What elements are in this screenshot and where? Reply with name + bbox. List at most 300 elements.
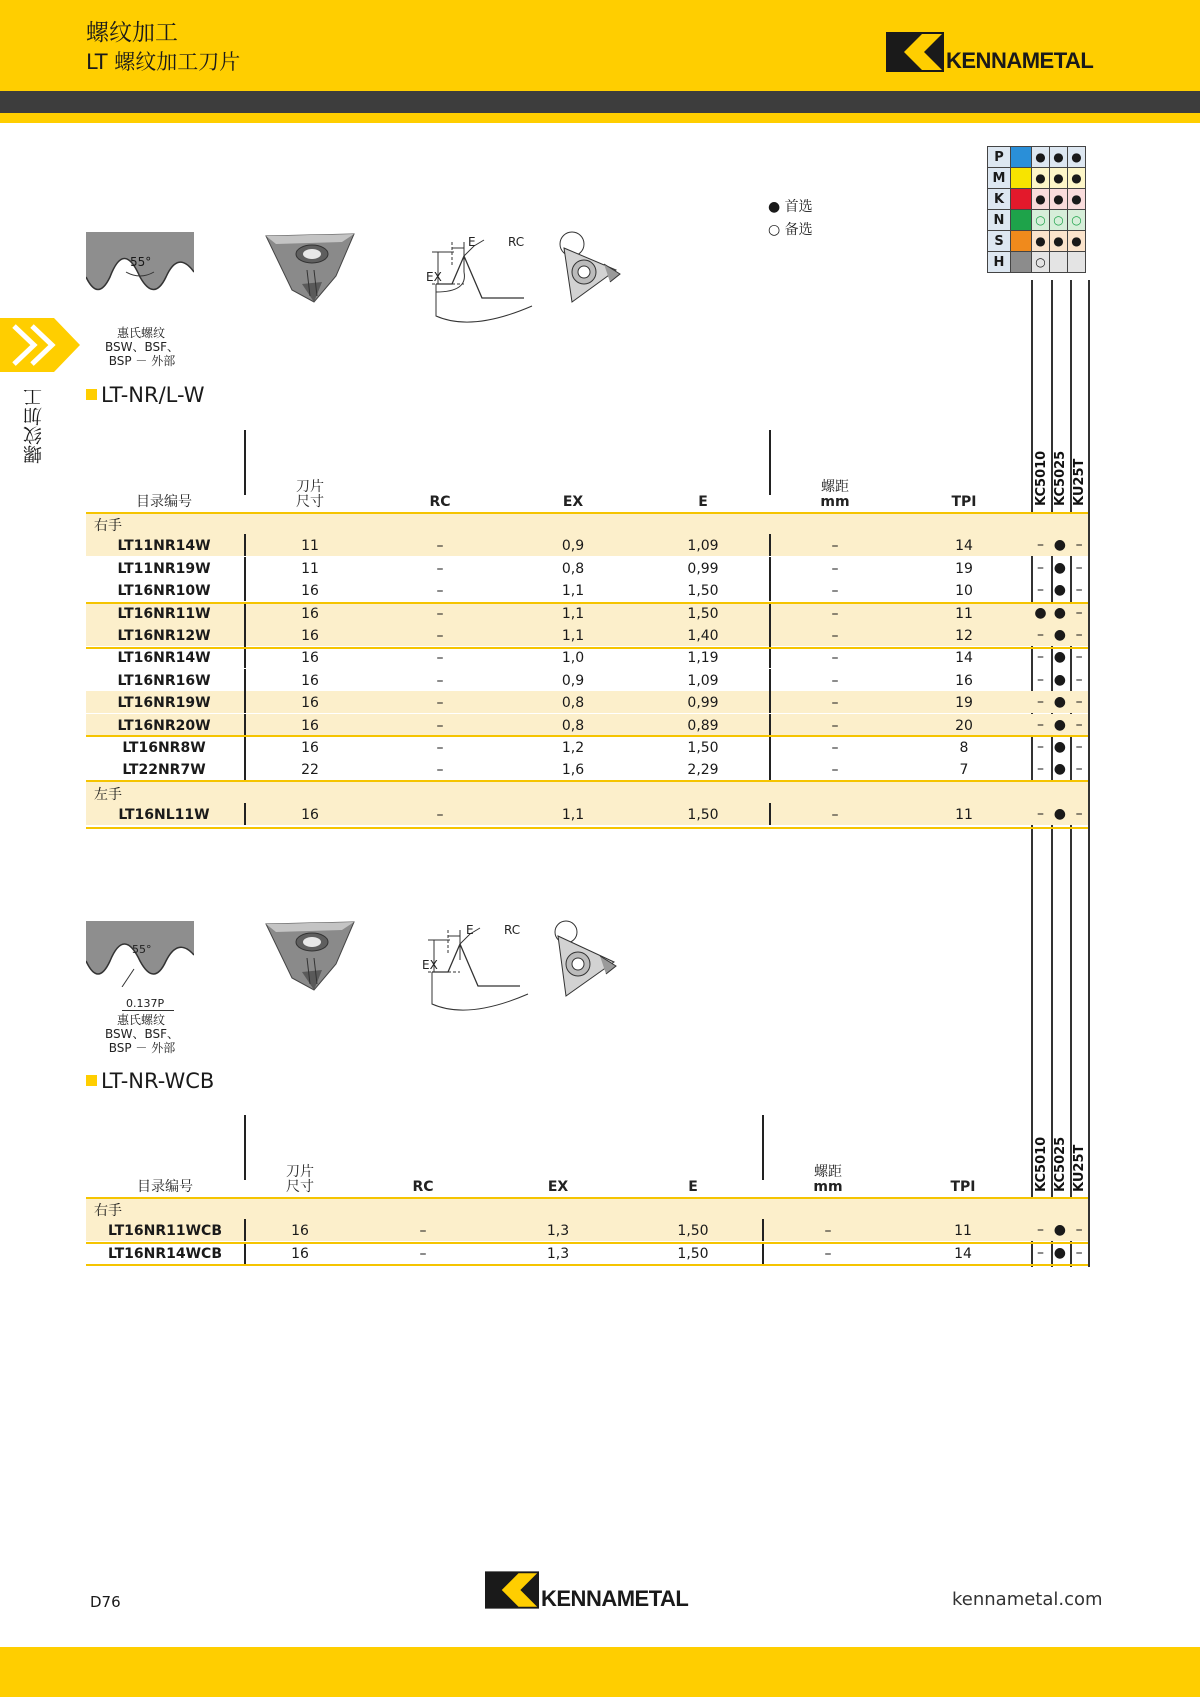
col-header-rc: RC: [412, 1179, 434, 1195]
col-header-size: 尺寸: [296, 494, 324, 510]
insert-size: 16: [301, 672, 319, 689]
ex-value: 1,3: [546, 1245, 570, 1262]
catalog-number: LT16NR12W: [117, 628, 211, 644]
insert-size: 16: [301, 740, 319, 756]
grade-availability: –: [1037, 649, 1044, 666]
grade-availability: –: [1037, 739, 1044, 755]
table-row: [86, 803, 1088, 825]
material-row: [988, 147, 1086, 168]
row-separator: [86, 512, 1088, 514]
insert-size: 11: [301, 560, 319, 577]
alternate-dot-icon: ○: [768, 222, 781, 238]
material-letter: K: [988, 189, 1011, 210]
grade-availability: –: [1037, 694, 1044, 711]
grade-availability: –: [1075, 1244, 1083, 1261]
e-value: 0,89: [687, 717, 719, 734]
col-header-size: 尺寸: [286, 1179, 314, 1195]
material-grade-mark: ○: [1032, 210, 1050, 231]
material-letter: H: [988, 252, 1011, 273]
material-color-swatch: [1011, 252, 1032, 273]
col-header-size: 刀片: [286, 1164, 314, 1180]
material-grade-mark: ●: [1032, 147, 1050, 168]
ex-value: 0,8: [561, 560, 585, 577]
tpi-value: 14: [954, 1245, 972, 1262]
header-divider: [0, 91, 1200, 113]
grade-availability: –: [1037, 582, 1044, 599]
rc-value: –: [436, 560, 444, 577]
grade-availability: ●: [1053, 582, 1066, 599]
col-header-catalog: 目录编号: [137, 1179, 193, 1195]
tpi-value: 10: [955, 583, 973, 600]
ex-value: 1,2: [561, 740, 585, 756]
material-color-swatch: [1011, 168, 1032, 189]
kennametal-logo-icon: [485, 1571, 539, 1609]
tpi-value: 11: [955, 605, 973, 622]
ex-value: 0,8: [561, 695, 585, 712]
header-divider: [762, 1115, 764, 1180]
material-grade-mark: ○: [1068, 210, 1086, 231]
grade-availability: –: [1075, 1222, 1083, 1239]
row-divider: [769, 624, 771, 646]
catalog-number: LT22NR7W: [122, 762, 206, 779]
material-grade-mark: ○: [1032, 252, 1050, 273]
material-grade-mark: ●: [1032, 168, 1050, 189]
material-color-swatch: [1011, 189, 1032, 210]
e-dim-label: E: [468, 235, 476, 249]
tpi-value: 7: [959, 762, 969, 779]
col-header-pitch: mm: [813, 1179, 843, 1195]
col-header-catalog: 目录编号: [136, 494, 192, 510]
material-grade-mark: ●: [1050, 231, 1068, 252]
col-header-pitch: mm: [820, 494, 850, 510]
table-row: [86, 691, 1088, 713]
catalog-number: LT16NR20W: [117, 717, 211, 734]
pitch-value: –: [831, 628, 839, 644]
grade-availability: –: [1037, 761, 1044, 778]
rc-value: –: [436, 628, 444, 644]
material-color-swatch: [1011, 210, 1032, 231]
e-value: 1,09: [687, 672, 719, 689]
col-header-ex: EX: [562, 494, 584, 510]
group-label: 右手: [94, 1203, 122, 1219]
insert-size: 16: [301, 695, 319, 712]
e-value: 1,50: [677, 1223, 709, 1240]
grade-availability: ●: [1053, 1222, 1066, 1239]
material-group-table: [987, 146, 1086, 273]
row-separator: [86, 780, 1088, 782]
tpi-value: 14: [955, 538, 973, 555]
rc-value: –: [436, 538, 444, 555]
catalog-number: LT11NR19W: [117, 560, 211, 577]
e-value: 0,99: [687, 695, 719, 712]
header-divider: [244, 430, 246, 495]
tpi-value: 8: [959, 740, 969, 756]
row-divider: [769, 758, 771, 780]
catalog-number: LT11NR14W: [117, 538, 211, 555]
col-header-e: E: [688, 1179, 698, 1195]
material-letter: M: [988, 168, 1011, 189]
material-row: [988, 189, 1086, 210]
grade-availability: –: [1075, 739, 1083, 755]
ex-dim-label: EX: [422, 958, 438, 972]
table-row: [86, 646, 1088, 668]
legend-alternate: ○ 备选: [768, 222, 813, 238]
row-divider: [244, 646, 246, 668]
e-value: 1,40: [687, 628, 719, 644]
table-row: [86, 758, 1088, 780]
grade-availability: –: [1075, 761, 1083, 778]
grade-column-line: [1088, 280, 1090, 1267]
pitch-value: –: [831, 672, 839, 689]
ex-value: 1,1: [561, 807, 585, 824]
material-grade-mark: ●: [1068, 231, 1086, 252]
ex-value: 1,1: [561, 628, 585, 644]
grade-label: KC5025: [1053, 1136, 1068, 1192]
rc-value: –: [436, 740, 444, 756]
grade-availability: –: [1037, 1244, 1044, 1261]
tpi-value: 19: [955, 695, 973, 712]
rc-value: –: [436, 807, 444, 824]
row-divider: [769, 534, 771, 556]
grade-availability: –: [1037, 1222, 1044, 1239]
grade-availability: –: [1075, 604, 1083, 621]
catalog-number: LT16NR11W: [117, 605, 211, 622]
thread-name: 惠氏螺纹: [116, 1013, 165, 1027]
header-stripe: [0, 113, 1200, 123]
section2-title: LT-NR-WCB: [86, 1069, 214, 1093]
tpi-value: 14: [955, 650, 973, 667]
row-divider: [244, 691, 246, 713]
row-divider: [244, 669, 246, 691]
row-divider: [762, 1242, 764, 1264]
col-header-tpi: TPI: [950, 1179, 976, 1195]
section-chevron-icon: [0, 318, 82, 372]
row-divider: [244, 1219, 246, 1241]
grade-availability: ●: [1053, 559, 1066, 576]
e-value: 2,29: [687, 762, 719, 779]
title-square-icon: [86, 389, 97, 400]
grade-availability: ●: [1053, 716, 1066, 733]
rc-value: –: [436, 717, 444, 734]
insert-size: 11: [301, 538, 319, 555]
grade-availability: –: [1037, 716, 1044, 733]
pitch-value: –: [831, 605, 839, 622]
rc-value: –: [436, 605, 444, 622]
row-divider: [769, 579, 771, 601]
catalog-number: LT16NR8W: [122, 740, 206, 756]
grade-availability: –: [1075, 649, 1083, 666]
material-grade-mark: ●: [1068, 189, 1086, 210]
insert-size: 16: [301, 628, 319, 644]
catalog-number: LT16NR11WCB: [107, 1223, 222, 1240]
grade-availability: –: [1075, 627, 1083, 643]
grade-label: KC5025: [1053, 450, 1068, 506]
e-value: 1,19: [687, 650, 719, 667]
grade-label: KU25T: [1072, 458, 1087, 506]
thread-ext: BSP － 外部: [108, 354, 176, 368]
grade-availability: ●: [1053, 739, 1066, 755]
grade-availability: ●: [1053, 627, 1066, 643]
pitch-value: –: [831, 807, 839, 824]
catalog-number: LT16NR14WCB: [107, 1245, 222, 1262]
rc-value: –: [436, 762, 444, 779]
insert-size: 16: [291, 1223, 309, 1240]
side-section-label: 螺纹加工: [23, 388, 45, 464]
ex-value: 1,1: [561, 583, 585, 600]
grade-label: KC5010: [1034, 450, 1049, 506]
table-row: [86, 1242, 1088, 1264]
insert-image-icon: [262, 918, 358, 992]
row-separator: [86, 1242, 1088, 1244]
tpi-value: 11: [954, 1223, 972, 1240]
ex-value: 1,3: [546, 1223, 570, 1240]
catalog-number: LT16NR19W: [117, 695, 211, 712]
table-row: [86, 736, 1088, 758]
table-row: [86, 602, 1088, 624]
page-subtitle: LT 螺纹加工刀片: [86, 50, 241, 74]
material-grade-mark: ●: [1032, 231, 1050, 252]
insert-size: 16: [301, 650, 319, 667]
e-value: 1,50: [687, 605, 719, 622]
grade-availability: –: [1075, 559, 1083, 576]
material-grade-mark: ●: [1050, 147, 1068, 168]
ex-value: 1,1: [561, 605, 585, 622]
table-row: [86, 624, 1088, 646]
group-label: 左手: [94, 786, 122, 803]
grade-availability: –: [1075, 716, 1083, 733]
grade-availability: ●: [1053, 761, 1066, 778]
group-row: [86, 781, 1088, 803]
header-brand: KENNAMETAL: [946, 48, 1094, 73]
col-header-ex: EX: [547, 1179, 569, 1195]
thread-std: BSW、BSF、: [104, 340, 180, 354]
col-header-tpi: TPI: [951, 494, 977, 510]
grade-availability: –: [1075, 671, 1083, 688]
thread-ext: BSP － 外部: [108, 1041, 176, 1055]
thread-std: BSW、BSF、: [104, 1027, 180, 1041]
page-number: D76: [90, 1593, 121, 1611]
row-divider: [769, 803, 771, 825]
catalog-number: LT16NR14W: [117, 650, 211, 667]
table-row: [86, 1219, 1088, 1241]
pitch-value: –: [831, 717, 839, 734]
footer-url[interactable]: kennametal.com: [952, 1589, 1103, 1610]
row-divider: [244, 557, 246, 579]
grade-availability: ●: [1053, 694, 1066, 711]
page-title: 螺纹加工: [86, 20, 178, 46]
group-label: 右手: [94, 518, 122, 534]
material-color-swatch: [1011, 231, 1032, 252]
material-grade-mark: ●: [1068, 168, 1086, 189]
rc-value: –: [419, 1245, 427, 1262]
row-separator: [86, 1197, 1088, 1199]
grade-availability: –: [1075, 582, 1083, 599]
row-divider: [244, 758, 246, 780]
catalog-number: LT16NL11W: [118, 807, 210, 824]
row-divider: [244, 602, 246, 624]
insert-size: 16: [301, 807, 319, 824]
e-value: 1,50: [677, 1245, 709, 1262]
grade-availability: ●: [1053, 604, 1066, 621]
grade-availability: ●: [1053, 649, 1066, 666]
material-grade-mark: ●: [1032, 189, 1050, 210]
header-divider: [244, 1115, 246, 1180]
row-separator: [86, 647, 1088, 649]
pitch-value: –: [824, 1245, 832, 1262]
insert-size: 16: [301, 717, 319, 734]
thread-angle: 55°: [132, 943, 152, 956]
footer-bar: [0, 1647, 1200, 1697]
grade-availability: –: [1037, 537, 1044, 554]
preferred-dot-icon: ●: [768, 199, 781, 215]
row-divider: [769, 646, 771, 668]
rc-value: –: [436, 672, 444, 689]
group-row: [86, 512, 1088, 534]
pitch-value: –: [831, 583, 839, 600]
rc-value: –: [436, 650, 444, 667]
insert-image-icon: [262, 230, 358, 304]
e-value: 1,09: [687, 538, 719, 555]
row-divider: [769, 691, 771, 713]
grade-availability: –: [1037, 671, 1044, 688]
insert-size: 16: [301, 583, 319, 600]
e-value: 1,50: [687, 583, 719, 600]
pitch-value: –: [824, 1223, 832, 1240]
row-divider: [762, 1219, 764, 1241]
pitch-value: –: [831, 695, 839, 712]
catalog-number: LT16NR16W: [117, 672, 211, 689]
pitch-value: –: [831, 538, 839, 555]
tpi-value: 16: [955, 672, 973, 689]
material-row: [988, 210, 1086, 231]
grade-availability: –: [1075, 694, 1083, 711]
grade-label: KC5010: [1034, 1136, 1049, 1192]
material-color-swatch: [1011, 147, 1032, 168]
row-divider: [769, 557, 771, 579]
dim-line: [122, 1010, 174, 1011]
grade-availability: –: [1037, 627, 1044, 643]
thread-name: 惠氏螺纹: [116, 326, 165, 340]
grade-availability: ●: [1034, 604, 1047, 621]
row-separator: [86, 602, 1088, 604]
material-letter: S: [988, 231, 1011, 252]
thread-dim: 0.137P: [126, 997, 165, 1010]
material-grade-mark: ●: [1050, 189, 1068, 210]
table-row: [86, 534, 1088, 556]
ex-value: 1,6: [561, 762, 585, 779]
ex-dim-label: EX: [426, 270, 442, 284]
row-divider: [244, 624, 246, 646]
title-square-icon: [86, 1075, 97, 1086]
grade-label: KU25T: [1072, 1144, 1087, 1192]
grade-availability: –: [1075, 537, 1083, 554]
ex-value: 1,0: [561, 650, 585, 667]
insert-size: 16: [301, 605, 319, 622]
pitch-value: –: [831, 650, 839, 667]
rc-value: –: [419, 1223, 427, 1240]
ex-value: 0,8: [561, 717, 585, 734]
material-row: [988, 252, 1086, 273]
header-divider: [769, 430, 771, 495]
rc-dim-label: RC: [504, 923, 521, 937]
row-divider: [244, 803, 246, 825]
thread-angle: 55°: [130, 255, 152, 269]
table-row: [86, 669, 1088, 691]
ex-value: 0,9: [561, 538, 585, 555]
material-letter: N: [988, 210, 1011, 231]
rc-value: –: [436, 583, 444, 600]
tpi-value: 12: [955, 628, 973, 644]
pitch-value: –: [831, 560, 839, 577]
row-separator: [86, 827, 1088, 829]
material-grade-mark: ●: [1068, 147, 1086, 168]
row-divider: [769, 736, 771, 758]
row-divider: [244, 1242, 246, 1264]
e-value: 1,50: [687, 807, 719, 824]
tpi-value: 20: [955, 717, 973, 734]
material-row: [988, 231, 1086, 252]
rc-value: –: [436, 695, 444, 712]
insert-size: 22: [301, 762, 319, 779]
grade-availability: –: [1037, 559, 1044, 576]
section1-title: LT-NR/L-W: [86, 383, 204, 407]
material-grade-mark: ●: [1050, 168, 1068, 189]
col-header-e: E: [698, 494, 708, 510]
table-row: [86, 557, 1088, 579]
row-divider: [244, 534, 246, 556]
grade-availability: –: [1037, 806, 1044, 823]
grade-availability: ●: [1053, 671, 1066, 688]
material-grade-mark: [1068, 252, 1086, 273]
row-divider: [244, 736, 246, 758]
footer-brand: KENNAMETAL: [541, 1586, 689, 1611]
row-divider: [244, 579, 246, 601]
tpi-value: 19: [955, 560, 973, 577]
table-row: [86, 579, 1088, 601]
e-value: 1,50: [687, 740, 719, 756]
pitch-value: –: [831, 762, 839, 779]
insert-top-view-icon: [558, 230, 628, 312]
e-value: 0,99: [687, 560, 719, 577]
grade-availability: ●: [1053, 537, 1066, 554]
rc-dim-label: RC: [508, 235, 525, 249]
insert-size: 16: [291, 1245, 309, 1262]
e-dim-label: E: [466, 923, 474, 937]
insert-top-view-icon: [552, 920, 622, 1002]
col-header-size: 刀片: [296, 479, 324, 495]
grade-availability: ●: [1053, 1244, 1066, 1261]
material-grade-mark: ○: [1050, 210, 1068, 231]
row-separator: [86, 1264, 1088, 1266]
grade-availability: ●: [1053, 806, 1066, 823]
col-header-pitch: 螺距: [814, 1164, 842, 1180]
table-row: [86, 714, 1088, 736]
grade-availability: –: [1075, 806, 1083, 823]
row-divider: [244, 714, 246, 736]
ex-value: 0,9: [561, 672, 585, 689]
col-header-rc: RC: [429, 494, 451, 510]
row-separator: [86, 735, 1088, 737]
row-divider: [769, 602, 771, 624]
legend-preferred: ● 首选: [768, 199, 813, 215]
tpi-value: 11: [955, 807, 973, 824]
col-header-pitch: 螺距: [821, 479, 849, 495]
group-row: [86, 1197, 1088, 1219]
material-grade-mark: [1050, 252, 1068, 273]
row-divider: [769, 669, 771, 691]
material-row: [988, 168, 1086, 189]
pitch-value: –: [831, 740, 839, 756]
